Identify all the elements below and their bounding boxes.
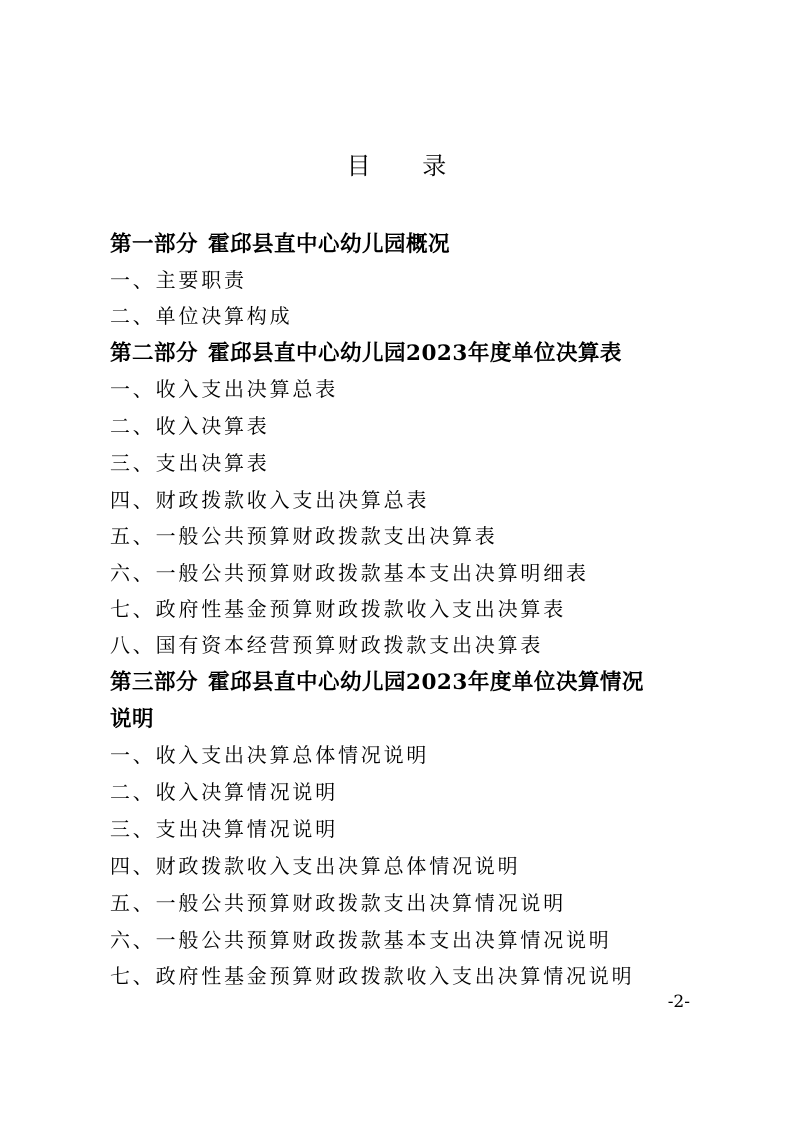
toc-part-1-item-1[interactable]: 一、主要职责 bbox=[110, 268, 247, 292]
toc-part-3-item-2[interactable]: 二、收入决算情况说明 bbox=[110, 780, 338, 804]
toc-part-2-item-4[interactable]: 四、财政拨款收入支出决算总表 bbox=[110, 488, 430, 512]
toc-part-1-heading[interactable] bbox=[110, 228, 450, 262]
toc-part-3-title: 霍邱县直中心幼儿园2023年度单位决算情况 bbox=[208, 670, 644, 695]
toc-part-1-title: 霍邱县直中心幼儿园概况 bbox=[208, 232, 451, 257]
toc-part-3-item-1[interactable]: 一、收入支出决算总体情况说明 bbox=[110, 743, 430, 767]
toc-part-2-item-7[interactable]: 七、政府性基金预算财政拨款收入支出决算表 bbox=[110, 597, 566, 621]
toc-part-3-heading[interactable] bbox=[110, 666, 644, 700]
toc-part-2-item-2[interactable]: 二、收入决算表 bbox=[110, 414, 270, 438]
toc-part-2-item-1[interactable]: 一、收入支出决算总表 bbox=[110, 377, 338, 401]
toc-part-2-item-5[interactable]: 五、一般公共预算财政拨款支出决算表 bbox=[110, 524, 498, 548]
toc-part-3-item-3[interactable]: 三、支出决算情况说明 bbox=[110, 817, 338, 841]
toc-part-2-item-3[interactable]: 三、支出决算表 bbox=[110, 451, 270, 475]
toc-part-3-heading-continued[interactable]: 说明 bbox=[110, 707, 155, 732]
toc-part-1-label: 第一部分 bbox=[110, 232, 199, 257]
toc-part-3-item-4[interactable]: 四、财政拨款收入支出决算总体情况说明 bbox=[110, 854, 521, 878]
toc-part-2-heading[interactable] bbox=[110, 337, 622, 371]
toc-part-3-label: 第三部分 bbox=[110, 670, 199, 695]
toc-part-2-title: 霍邱县直中心幼儿园2023年度单位决算表 bbox=[208, 341, 622, 366]
toc-part-3-item-5[interactable]: 五、一般公共预算财政拨款支出决算情况说明 bbox=[110, 891, 566, 915]
page-number: -2- bbox=[667, 992, 690, 1012]
toc-part-2-item-6[interactable]: 六、一般公共预算财政拨款基本支出决算明细表 bbox=[110, 561, 589, 585]
toc-part-2-item-8[interactable]: 八、国有资本经营预算财政拨款支出决算表 bbox=[110, 633, 544, 657]
document-title: 目 录 bbox=[346, 152, 469, 180]
toc-part-3-item-6[interactable]: 六、一般公共预算财政拨款基本支出决算情况说明 bbox=[110, 928, 612, 952]
toc-part-1-item-2[interactable]: 二、单位决算构成 bbox=[110, 304, 293, 328]
toc-part-3-item-7[interactable]: 七、政府性基金预算财政拨款收入支出决算情况说明 bbox=[110, 964, 635, 988]
toc-part-2-label: 第二部分 bbox=[110, 341, 199, 366]
